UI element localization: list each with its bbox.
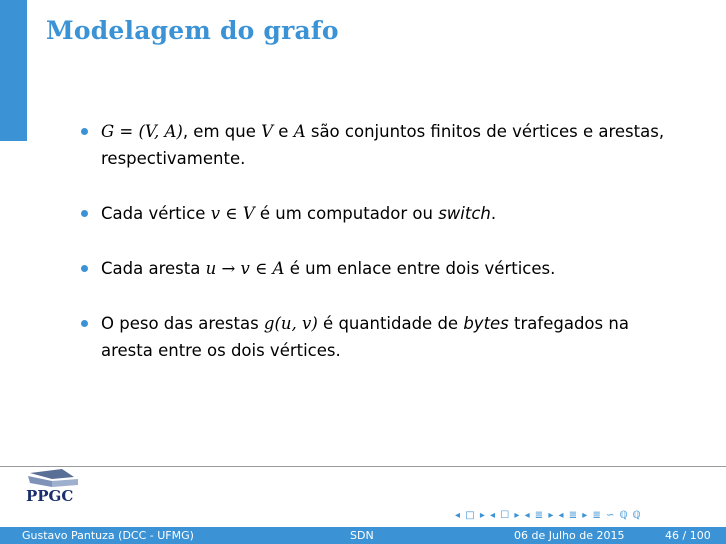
bullet-item	[76, 310, 686, 364]
footer-divider	[0, 466, 726, 467]
bullet-dot	[81, 128, 88, 135]
bullet-text: , em que	[182, 122, 262, 141]
footer-author: Gustavo Pantuza (DCC - UFMG)	[22, 529, 194, 542]
footer-bar	[0, 527, 726, 544]
bullet-text: Cada vértice	[101, 204, 211, 223]
math-expression: G = (V, A)	[101, 122, 183, 141]
side-accent-bar	[0, 0, 27, 141]
bullet-item	[76, 255, 686, 282]
logo-text: PPGC	[26, 487, 74, 505]
bullet-dot	[81, 210, 88, 217]
footer-date: 06 de Julho de 2015	[514, 529, 625, 542]
slide-title: Modelagem do grafo	[46, 16, 339, 45]
bullet-dot	[81, 265, 88, 272]
bullet-item	[76, 118, 686, 172]
math-expression: v ∈ V	[210, 204, 255, 223]
bullet-text: são conjuntos finitos de vértices e arestas, respectivamente.	[101, 122, 665, 168]
footer-title: SDN	[350, 529, 374, 542]
footer-page: 46 / 100	[665, 529, 711, 542]
bullet-text: bytes	[463, 314, 509, 333]
bullet-text: switch	[438, 204, 491, 223]
bullet-dot	[81, 320, 88, 327]
math-expression: g(u, v)	[263, 314, 318, 333]
bullet-text: é um computador ou	[254, 204, 439, 223]
bullet-text: trafegados na aresta entre os dois vértices.	[101, 314, 629, 360]
beamer-navigation[interactable]: ◂ □ ▸ ◂ ☐ ▸ ◂ ≣ ▸ ◂ ≣ ▸ ≣ ∽ ℚ ℚ	[455, 510, 642, 521]
bullet-list	[76, 118, 686, 364]
bullet-text: e	[273, 122, 294, 141]
ppgc-logo	[22, 467, 86, 505]
bullet-text: .	[490, 204, 497, 223]
bullet-text: O peso das arestas	[101, 314, 264, 333]
bullet-text: é um enlace entre dois vértices.	[284, 259, 556, 278]
bullet-text: é quantidade de	[317, 314, 464, 333]
bullet-text: Cada aresta	[101, 259, 206, 278]
math-expression: V	[261, 122, 274, 141]
bullet-item	[76, 200, 686, 227]
math-expression: A	[293, 122, 306, 141]
math-expression: u → v ∈ A	[205, 259, 285, 278]
